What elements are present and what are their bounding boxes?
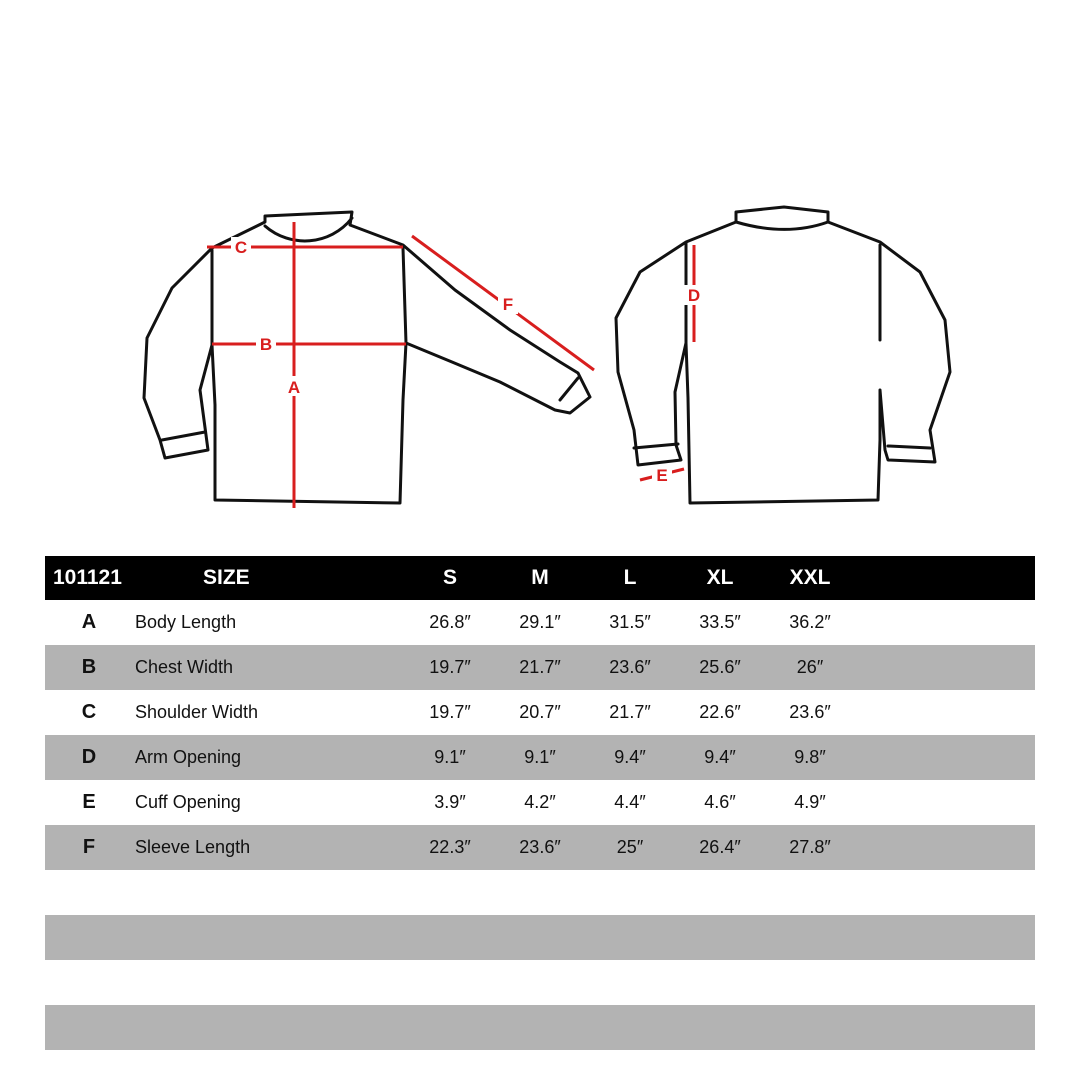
table-row <box>45 825 1035 870</box>
row-value: 27.8″ <box>789 837 831 857</box>
table-row <box>45 735 1035 780</box>
size-header-xl: XL <box>706 566 734 589</box>
row-value: 9.4″ <box>614 747 646 767</box>
row-value: 9.8″ <box>794 747 826 767</box>
table-row <box>45 645 1035 690</box>
measure-label-a: A <box>287 378 301 397</box>
row-measurement-name: Cuff Opening <box>135 792 241 812</box>
row-value: 26″ <box>796 657 824 677</box>
row-value: 23.6″ <box>609 657 651 677</box>
row-value: 26.4″ <box>699 837 741 857</box>
row-value: 20.7″ <box>519 702 561 722</box>
row-value: 25″ <box>616 837 644 857</box>
row-letter: F <box>82 836 96 858</box>
front-shirt-outline <box>144 212 590 503</box>
row-value: 9.1″ <box>524 747 556 767</box>
row-value: 36.2″ <box>789 612 831 632</box>
size-chart-table <box>45 556 1035 1050</box>
row-value: 21.7″ <box>519 657 561 677</box>
measure-label-f: F <box>502 295 514 314</box>
row-measurement-name: Chest Width <box>135 657 234 677</box>
row-value: 19.7″ <box>429 702 471 722</box>
table-row <box>45 690 1035 735</box>
row-value: 4.4″ <box>614 792 646 812</box>
size-header-label: SIZE <box>203 566 250 589</box>
measure-label-d: D <box>687 286 701 305</box>
row-value: 3.9″ <box>434 792 466 812</box>
row-value: 22.3″ <box>429 837 471 857</box>
row-value: 23.6″ <box>789 702 831 722</box>
row-letter: A <box>81 611 97 633</box>
row-letter: B <box>81 656 97 678</box>
row-measurement-name: Arm Opening <box>135 747 242 767</box>
row-value: 22.6″ <box>699 702 741 722</box>
measure-label-e: E <box>656 466 668 485</box>
table-row <box>45 780 1035 825</box>
row-value: 33.5″ <box>699 612 741 632</box>
table-row <box>45 600 1035 645</box>
row-value: 9.1″ <box>434 747 466 767</box>
row-value: 4.6″ <box>704 792 736 812</box>
row-value: 26.8″ <box>429 612 471 632</box>
row-letter: D <box>81 746 97 768</box>
row-measurement-name: Shoulder Width <box>135 702 259 722</box>
row-value: 9.4″ <box>704 747 736 767</box>
size-header-m: M <box>531 566 549 589</box>
row-letter: C <box>81 701 97 723</box>
table-header <box>45 556 1035 600</box>
empty-row <box>45 915 1035 960</box>
row-value: 31.5″ <box>609 612 651 632</box>
row-measurement-name: Sleeve Length <box>135 837 251 857</box>
empty-row <box>45 1005 1035 1050</box>
empty-row <box>45 870 1035 915</box>
size-header-xxl: XXL <box>789 566 831 589</box>
back-shirt-outline <box>616 207 950 503</box>
row-letter: E <box>82 791 96 813</box>
empty-row <box>45 960 1035 1005</box>
row-value: 23.6″ <box>519 837 561 857</box>
row-measurement-name: Body Length <box>135 612 237 632</box>
row-value: 4.9″ <box>794 792 826 812</box>
product-code: 101121 <box>53 566 122 589</box>
row-value: 21.7″ <box>609 702 651 722</box>
size-header-s: S <box>442 566 457 589</box>
row-value: 19.7″ <box>429 657 471 677</box>
size-header-l: L <box>623 566 637 589</box>
row-value: 4.2″ <box>524 792 556 812</box>
measure-label-c: C <box>234 238 248 257</box>
row-value: 25.6″ <box>699 657 741 677</box>
row-value: 29.1″ <box>519 612 561 632</box>
measure-label-b: B <box>259 335 273 354</box>
